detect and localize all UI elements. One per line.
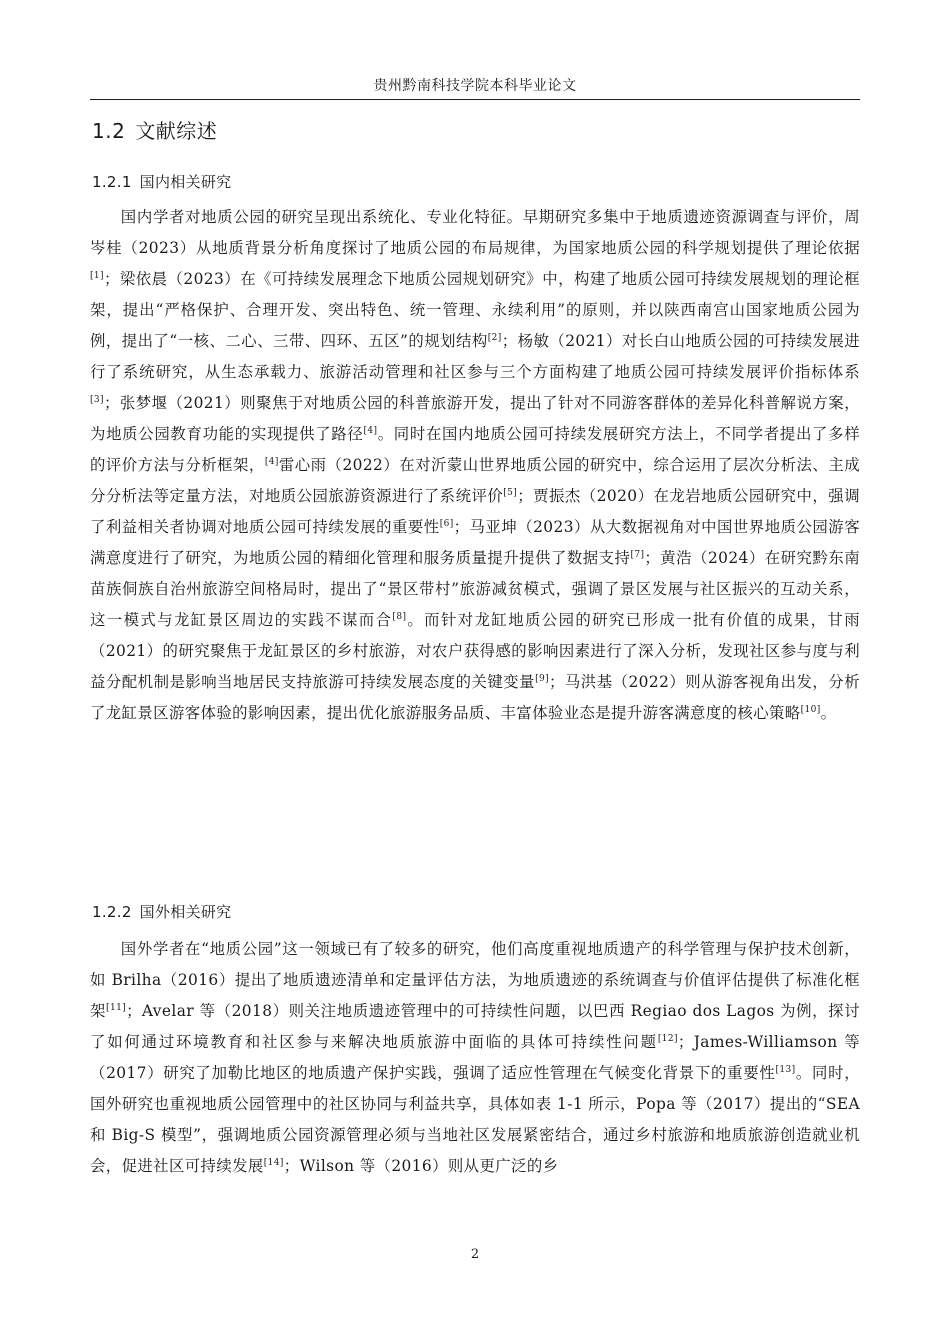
citation-ref: [6]	[439, 519, 454, 529]
citation-ref: [11]	[106, 1003, 127, 1013]
citation-ref: [8]	[392, 612, 407, 622]
subsection-title: 国外相关研究	[139, 903, 232, 921]
subsection-heading-foreign	[92, 900, 231, 924]
citation-ref: [3]	[90, 395, 104, 405]
subsection-title: 国内相关研究	[139, 173, 232, 191]
citation-ref: [5]	[503, 488, 518, 498]
section-heading	[92, 116, 217, 146]
citation-ref: [2]	[487, 333, 502, 343]
section-title: 文献综述	[135, 119, 218, 143]
paragraph-foreign-research: 国外学者在“地质公园”这一领域已有了较多的研究，他们高度重视地质遗产的科学管理与保护技术创新，如 Brilha（2016）提出了地质遗迹清单和定量评估方法，为地质遗迹的系统调查与价值评估提供了标准化框架[11]；Avelar 等（2018）则关注地质遗迹管理中的可持续性问题，以巴西 Regiao dos Lagos 为例，探讨了如何通过环境教育和社区参与来解决地质旅游中面临的具体可持续性问题[12]；James-Williamson 等（2017）研究了加勒比地区的地质遗产保护实践，强调了适应性管理在气候变化背景下的重要性[13]。同时，国外研究也重视地质公园管理中的社区协同与利益共享，具体如表 1-1 所示，Popa 等（2017）提出的“SEA 和 Big-S 模型”，强调地质公园资源管理必须与当地社区发展紧密结合，通过乡村旅游和地质旅游创造就业机会，促进社区可持续发展[14]；Wilson 等（2016）则从更广泛的乡	[90, 940, 861, 1175]
citation-ref: [7]	[630, 550, 645, 560]
section-number: 1.2	[92, 119, 126, 143]
citation-ref: [4]	[264, 457, 279, 467]
citation-ref: [13]	[775, 1065, 796, 1075]
page-number: 2	[470, 1247, 480, 1262]
subsection-number: 1.2.2	[92, 903, 132, 921]
citation-ref: [14]	[263, 1158, 284, 1168]
header-rule	[90, 99, 860, 100]
citation-ref: [4]	[363, 426, 378, 436]
paragraph-domestic-research: 国内学者对地质公园的研究呈现出系统化、专业化特征。早期研究多集中于地质遗迹资源调查与评价，周岑桂（2023）从地质背景分析角度探讨了地质公园的布局规律，为国家地质公园的科学规划提供了理论依据[1]；梁依晨（2023）在《可持续发展理念下地质公园规划研究》中，构建了地质公园可持续发展规划的理论框架，提出“严格保护、合理开发、突出特色、统一管理、永续利用”的原则，并以陕西南宫山国家地质公园为例，提出了“一核、二心、三带、四环、五区”的规划结构[2]；杨敏（2021）对长白山地质公园的可持续发展进行了系统研究，从生态承载力、旅游活动管理和社区参与三个方面构建了地质公园可持续发展评价指标体系[3]；张梦堰（2021）则聚焦于对地质公园的科普旅游开发，提出了针对不同游客群体的差异化科普解说方案，为地质公园教育功能的实现提供了路径[4]。同时在国内地质公园可持续发展研究方法上，不同学者提出了多样的评价方法与分析框架，[4]雷心雨（2022）在对沂蒙山世界地质公园的研究中，综合运用了层次分析法、主成分分析法等定量方法，对地质公园旅游资源进行了系统评价[5]；贾振杰（2020）在龙岩地质公园研究中，强调了利益相关者协调对地质公园可持续发展的重要性[6]；马亚坤（2023）从大数据视角对中国世界地质公园游客满意度进行了研究，为地质公园的精细化管理和服务质量提升提供了数据支持[7]；黄浩（2024）在研究黔东南苗族侗族自治州旅游空间格局时，提出了“景区带村”旅游减贫模式，强调了景区发展与社区振兴的互动关系，这一模式与龙缸景区周边的实践不谋而合[8]。而针对龙缸地质公园的研究已形成一批有价值的成果，甘雨（2021）的研究聚焦于龙缸景区的乡村旅游，对农户获得感的影响因素进行了深入分析，发现社区参与度与利益分配机制是影响当地居民支持旅游可持续发展态度的关键变量[9]；马洪基（2022）则从游客视角出发，分析了龙缸景区游客体验的影响因素，提出优化旅游服务品质、丰富体验业态是提升游客满意度的核心策略[10]。	[90, 208, 861, 722]
citation-ref: [9]	[535, 674, 550, 684]
running-header: 贵州黔南科技学院本科毕业论文	[373, 78, 577, 94]
citation-ref: [1]	[90, 271, 104, 281]
citation-ref: [12]	[657, 1034, 678, 1044]
subsection-heading-domestic	[92, 170, 231, 194]
citation-ref: [10]	[800, 705, 821, 715]
subsection-number: 1.2.1	[92, 173, 132, 191]
